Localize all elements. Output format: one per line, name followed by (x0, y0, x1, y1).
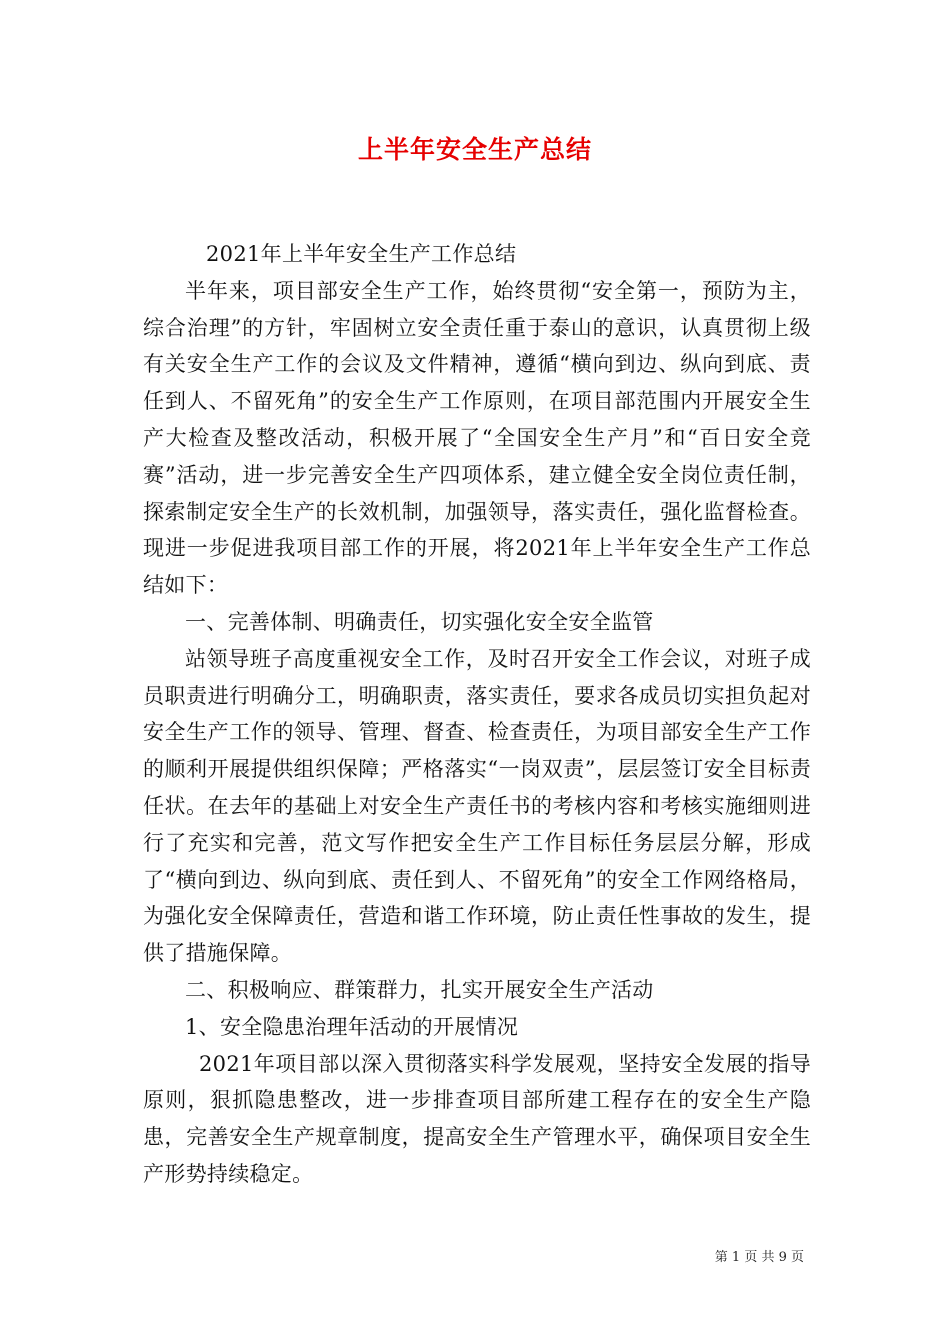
subsection-heading-2-1: 1、安全隐患治理年活动的开展情况 (185, 1014, 519, 1039)
section-heading-2: 二、积极响应、群策群力，扎实开展安全生产活动 (185, 977, 654, 1002)
document-subheading: 2021年上半年安全生产工作总结 (206, 242, 517, 266)
document-body (143, 236, 811, 1193)
paragraph-section-1: 站领导班子高度重视安全工作，及时召开安全工作会议，对班子成员职责进行明确分工，明确职责，落实责任，要求各成员切实担负起对安全生产工作的领导、管理、督查、检查责任，为项目部安全生产工作的顺利开展提供组织保障；严格落实“一岗双责”，层层签订安全目标责任状。在去年的基础上对安全生产责任书的考核内容和考核实施细则进行了充实和完善，范文写作把安全生产工作目标任务层层分解，形成了“横向到边、纵向到底、责任到人、不留死角”的安全工作网络格局，为强化安全保障责任，营造和谐工作环境，防止责任性事故的发生，提供了措施保障。 (143, 646, 811, 966)
page-number: 第 1 页 共 9 页 (714, 1250, 804, 1265)
document-title: 上半年安全生产总结 (357, 135, 592, 164)
section-heading-1: 一、完善体制、明确责任，切实强化安全安全监管 (185, 609, 654, 634)
paragraph-intro: 半年来，项目部安全生产工作，始终贯彻“安全第一，预防为主，综合治理”的方针，牢固树立安全责任重于泰山的意识，认真贯彻上级有关安全生产工作的会议及文件精神，遵循“横向到边、纵向到底、责任到人、不留死角”的安全生产工作原则，在项目部范围内开展安全生产大检查及整改活动，积极开展了“全国安全生产月”和“百日安全竞赛”活动，进一步完善安全生产四项体系，建立健全安全岗位责任制，探索制定安全生产的长效机制，加强领导，落实责任，强化监督检查。现进一步促进我项目部工作的开展，将2021年上半年安全生产工作总结如下： (143, 278, 811, 598)
paragraph-section-2-1: 2021年项目部以深入贯彻落实科学发展观，坚持安全发展的指导原则，狠抓隐患整改，进一步排查项目部所建工程存在的安全生产隐患，完善安全生产规章制度，提高安全生产管理水平，确保项目安全生产形势持续稳定。 (143, 1051, 811, 1186)
